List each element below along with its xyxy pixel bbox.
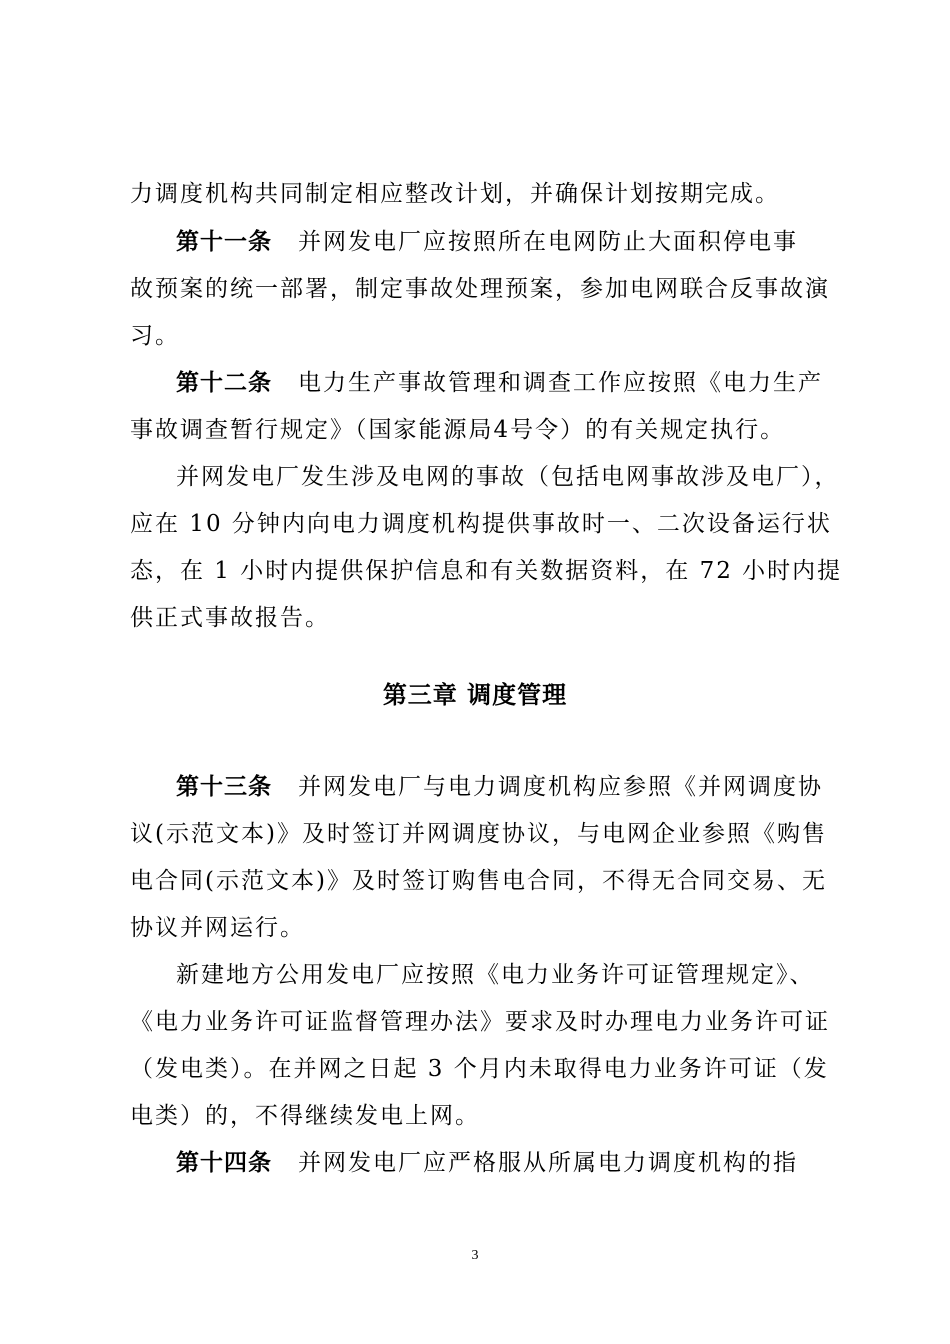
- paragraph-line: 供正式事故报告。: [130, 605, 330, 631]
- paragraph-line: 态，在 1 小时内提供保护信息和有关数据资料，在 72 小时内提: [130, 558, 843, 584]
- paragraph-line: 力调度机构共同制定相应整改计划，并确保计划按期完成。: [130, 181, 780, 207]
- article-heading: 第十一条: [176, 229, 272, 255]
- paragraph-text: 并网发电厂应严格服从所属电力调度机构的指: [298, 1150, 798, 1176]
- paragraph-line: 新建地方公用发电厂应按照《电力业务许可证管理规定》、: [176, 962, 815, 988]
- paragraph-line: 事故调查暂行规定》（国家能源局4号令）的有关规定执行。: [130, 417, 786, 443]
- chapter-title: 第三章 调度管理: [382, 681, 568, 709]
- paragraph-line: 应在 10 分钟内向电力调度机构提供事故时一、二次设备运行状: [130, 511, 832, 537]
- article-12-first-line: [176, 368, 830, 398]
- article-heading: 第十二条: [176, 370, 272, 396]
- paragraph-line: 电合同(示范文本)》及时签订购售电合同，不得无合同交易、无: [130, 868, 827, 894]
- page-number: 3: [471, 1248, 479, 1263]
- paragraph-line: 电类）的，不得继续发电上网。: [130, 1103, 480, 1129]
- paragraph-text: 并网发电厂与电力调度机构应参照《并网调度协: [298, 774, 823, 800]
- paragraph-line: 议(示范文本)》及时签订并网调度协议，与电网企业参照《购售: [130, 821, 827, 847]
- paragraph-line: 故预案的统一部署，制定事故处理预案，参加电网联合反事故演: [130, 276, 830, 302]
- article-14-first-line: [176, 1148, 830, 1178]
- paragraph-text: 电力生产事故管理和调查工作应按照《电力生产: [298, 370, 823, 396]
- article-11-first-line: [176, 227, 830, 257]
- paragraph-text: 并网发电厂应按照所在电网防止大面积停电事: [298, 229, 798, 255]
- paragraph-line: 《电力业务许可证监督管理办法》要求及时办理电力业务许可证: [130, 1009, 830, 1035]
- paragraph-line: 协议并网运行。: [130, 915, 305, 941]
- paragraph-line: 习。: [130, 323, 180, 349]
- article-heading: 第十三条: [176, 774, 272, 800]
- paragraph-line: 并网发电厂发生涉及电网的事故（包括电网事故涉及电厂），: [176, 464, 840, 490]
- article-13-first-line: [176, 772, 830, 802]
- paragraph-line: （发电类）。在并网之日起 3 个月内未取得电力业务许可证（发: [130, 1056, 829, 1082]
- article-heading: 第十四条: [176, 1150, 272, 1176]
